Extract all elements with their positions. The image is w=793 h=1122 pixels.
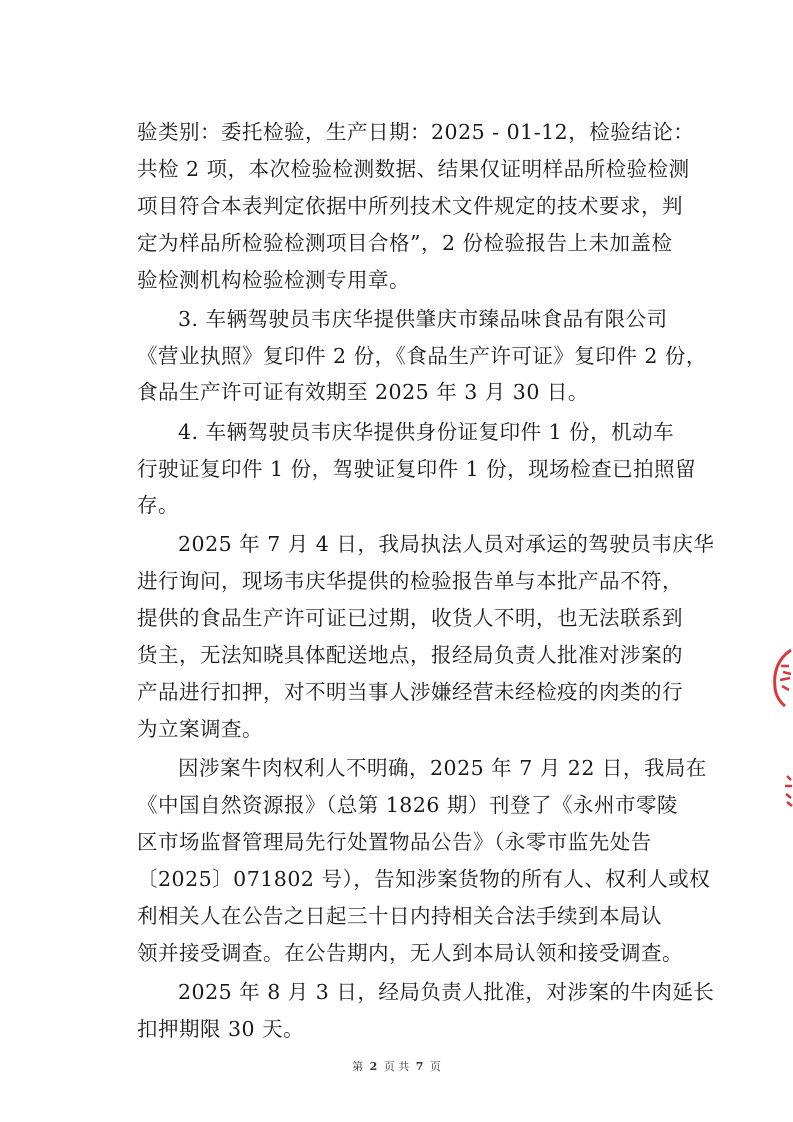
body-line: 《中国自然资源报》（总第 1826 期）刊登了《永州市零陵 [137,793,678,817]
body-line: 定为样品所检验检测项目合格”，2 份检验报告上未加盖检 [137,231,673,255]
body-line: 2025 年 7 月 4 日，我局执法人员对承运的驾驶员韦庆华 [178,532,715,556]
body-line: 货主，无法知晓具体配送地点，报经局负责人批准对涉案的 [137,643,683,667]
seal-fragment [765,772,793,812]
body-line: 存。 [137,493,179,517]
page-number-footer [0,1058,793,1074]
footer-prefix: 第 [352,1060,364,1073]
body-line: 〔2025〕071802 号），告知涉案货物的所有人、权利人或权 [137,867,711,891]
body-line: 行驶证复印件 1 份，驾驶证复印件 1 份，现场检查已拍照留 [137,457,697,481]
body-line: 《营业执照》复印件 2 份，《食品生产许可证》复印件 2 份， [137,344,707,368]
body-line: 因涉案牛肉权利人不明确，2025 年 7 月 22 日，我局在 [178,756,707,780]
body-line: 产品进行扣押，对不明当事人涉嫌经营未经检疫的肉类的行 [137,680,683,704]
body-line: 验检测机构检验检测专用章。 [137,268,410,292]
body-line: 区市场监督管理局先行处置物品公告》（永零市监先处告 [137,830,652,854]
body-line: 为立案调查。 [137,717,263,741]
body-line: 领并接受调查。在公告期内，无人到本局认领和接受调查。 [137,941,683,965]
body-line: 项目符合本表判定依据中所列技术文件规定的技术要求，判 [137,194,683,218]
seal-fragment [765,648,793,708]
current-page-number: 2 [369,1060,378,1073]
body-line: 提供的食品生产许可证已过期，收货人不明，也无法联系到 [137,606,683,630]
body-line: 4. 车辆驾驶员韦庆华提供身份证复印件 1 份，机动车 [178,420,675,444]
body-line: 食品生产许可证有效期至 2025 年 3 月 30 日。 [137,380,589,404]
body-line: 共检 2 项，本次检验检测数据、结果仅证明样品所检验检测 [137,157,690,181]
body-line: 进行询问，现场韦庆华提供的检验报告单与本批产品不符， [137,569,683,593]
footer-suffix: 页 [429,1060,441,1073]
footer-middle: 页 共 [383,1060,410,1073]
total-page-count: 7 [415,1060,424,1073]
body-line: 利相关人在公告之日起三十日内持相关合法手续到本局认 [137,904,662,928]
body-line: 3. 车辆驾驶员韦庆华提供肇庆市臻品味食品有限公司 [178,307,668,331]
body-line: 验类别：委托检验，生产日期：2025 - 01-12，检验结论： [137,120,695,144]
body-line: 扣押期限 30 天。 [137,1017,305,1041]
body-line: 2025 年 8 月 3 日，经局负责人批准，对涉案的牛肉延长 [178,980,715,1004]
